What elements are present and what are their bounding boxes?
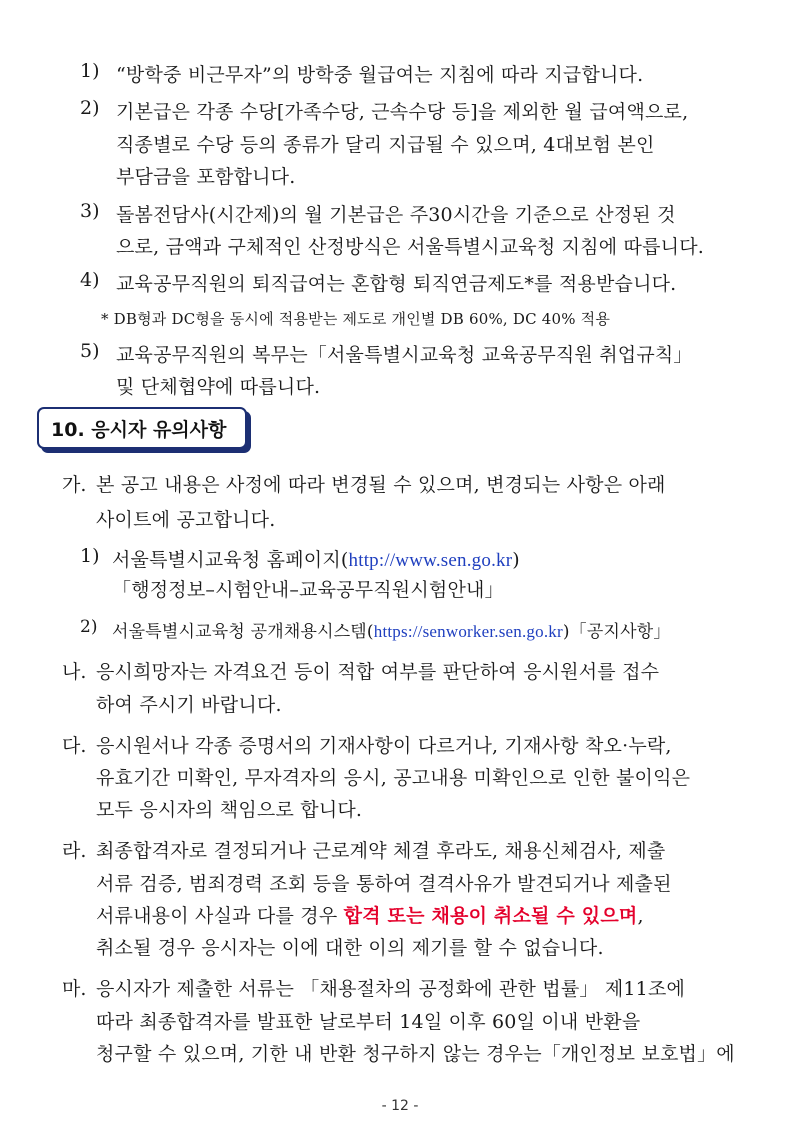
item-5-line-1: 교육공무직원의 복무는「서울특별시교육청 교육공무직원 취업규칙」 [116, 344, 693, 366]
ga-sub2-line [112, 617, 671, 642]
item-4-footnote: * DB형과 DC형을 동시에 적용받는 제도로 개인별 DB 60%, DC 40% 적용 [101, 310, 611, 328]
item-1-text: “방학중 비근무자”의 방학중 월급여는 지침에 따라 지급합니다. [116, 64, 644, 86]
cancellation-warning: 합격 또는 채용이 취소될 수 있으며 [343, 905, 638, 927]
item-ga-line-2: 사이트에 공고합니다. [96, 509, 276, 531]
item-ra-label: 라. [62, 840, 87, 862]
ga-sub1-text: 서울특별시교육청 홈페이지( [112, 549, 349, 571]
item-1-number: 1) [80, 60, 100, 82]
item-na-line-1: 응시희망자는 자격요건 등이 적합 여부를 판단하여 응시원서를 접수 [96, 661, 660, 683]
ga-sub2-number: 2) [80, 617, 98, 637]
item-na-line-2: 하여 주시기 바랍니다. [96, 694, 282, 716]
item-2-number: 2) [80, 97, 100, 119]
item-5-number: 5) [80, 340, 100, 362]
ga-sub1-close: ) [512, 549, 520, 571]
item-ra-line-3 [96, 901, 644, 928]
item-na-label: 나. [62, 661, 87, 683]
item-da-line-1: 응시원서나 각종 증명서의 기재사항이 다르거나, 기재사항 착오·누락, [96, 735, 672, 757]
item-2-line-1: 기본급은 각종 수당[가족수당, 근속수당 등]을 제외한 월 급여액으로, [116, 101, 689, 123]
item-da-line-2: 유효기간 미확인, 무자격자의 응시, 공고내용 미확인으로 인한 불이익은 [96, 767, 691, 789]
item-2-line-3: 부담금을 포함합니다. [116, 166, 296, 188]
ra-line-3-pre: 서류내용이 사실과 다를 경우 [96, 905, 344, 927]
item-ma-line-1: 응시자가 제출한 서류는 「채용절차의 공정화에 관한 법률」 제11조에 [96, 978, 686, 1000]
item-ma-line-2: 따라 최종합격자를 발표한 날로부터 14일 이후 60일 이내 반환을 [96, 1011, 641, 1033]
item-da-label: 다. [62, 735, 87, 757]
ga-sub1-number: 1) [80, 545, 100, 567]
ga-sub2-text: 서울특별시교육청 공개채용시스템( [112, 622, 374, 642]
section-heading-box [37, 407, 247, 449]
item-5-line-2: 및 단체협약에 따릅니다. [116, 376, 321, 398]
page-number: - 12 - [381, 1098, 419, 1114]
ga-sub1-line [112, 545, 520, 572]
ga-sub2-close: )「공지사항」 [562, 622, 671, 642]
homepage-link[interactable]: http://www.sen.go.kr [348, 550, 513, 571]
section-title: 10. 응시자 유의사항 [51, 419, 227, 441]
item-ma-label: 마. [62, 978, 87, 1000]
item-da-line-3: 모두 응시자의 책임으로 합니다. [96, 799, 363, 821]
item-ra-line-4: 취소될 경우 응시자는 이에 대한 이의 제기를 할 수 없습니다. [96, 937, 604, 959]
item-ra-line-1: 최종합격자로 결정되거나 근로계약 체결 후라도, 채용신체검사, 제출 [96, 840, 666, 862]
item-4-text: 교육공무직원의 퇴직급여는 혼합형 퇴직연금제도*를 적용받습니다. [116, 273, 677, 295]
item-3-line-1: 돌봄전담사(시간제)의 월 기본급은 주30시간을 기준으로 산정된 것 [116, 204, 676, 226]
item-2-line-2: 직종별로 수당 등의 종류가 달리 지급될 수 있으며, 4대보험 본인 [116, 134, 655, 156]
item-ga-label: 가. [62, 474, 87, 496]
ra-line-3-post: , [637, 905, 644, 927]
ga-sub1-menu-path: 「행정정보–시험안내–교육공무직원시험안내」 [112, 579, 504, 601]
item-ga-line-1: 본 공고 내용은 사정에 따라 변경될 수 있으며, 변경되는 사항은 아래 [96, 474, 666, 496]
item-ma-line-3: 청구할 수 있으며, 기한 내 반환 청구하지 않는 경우는「개인정보 보호법」에 [96, 1043, 735, 1065]
recruitment-system-link[interactable]: https://senworker.sen.go.kr [373, 622, 563, 641]
item-3-number: 3) [80, 200, 100, 222]
item-3-line-2: 으로, 금액과 구체적인 산정방식은 서울특별시교육청 지침에 따릅니다. [116, 236, 704, 258]
item-4-number: 4) [80, 269, 100, 291]
item-ra-line-2: 서류 검증, 범죄경력 조회 등을 통하여 결격사유가 발견되거나 제출된 [96, 873, 672, 895]
